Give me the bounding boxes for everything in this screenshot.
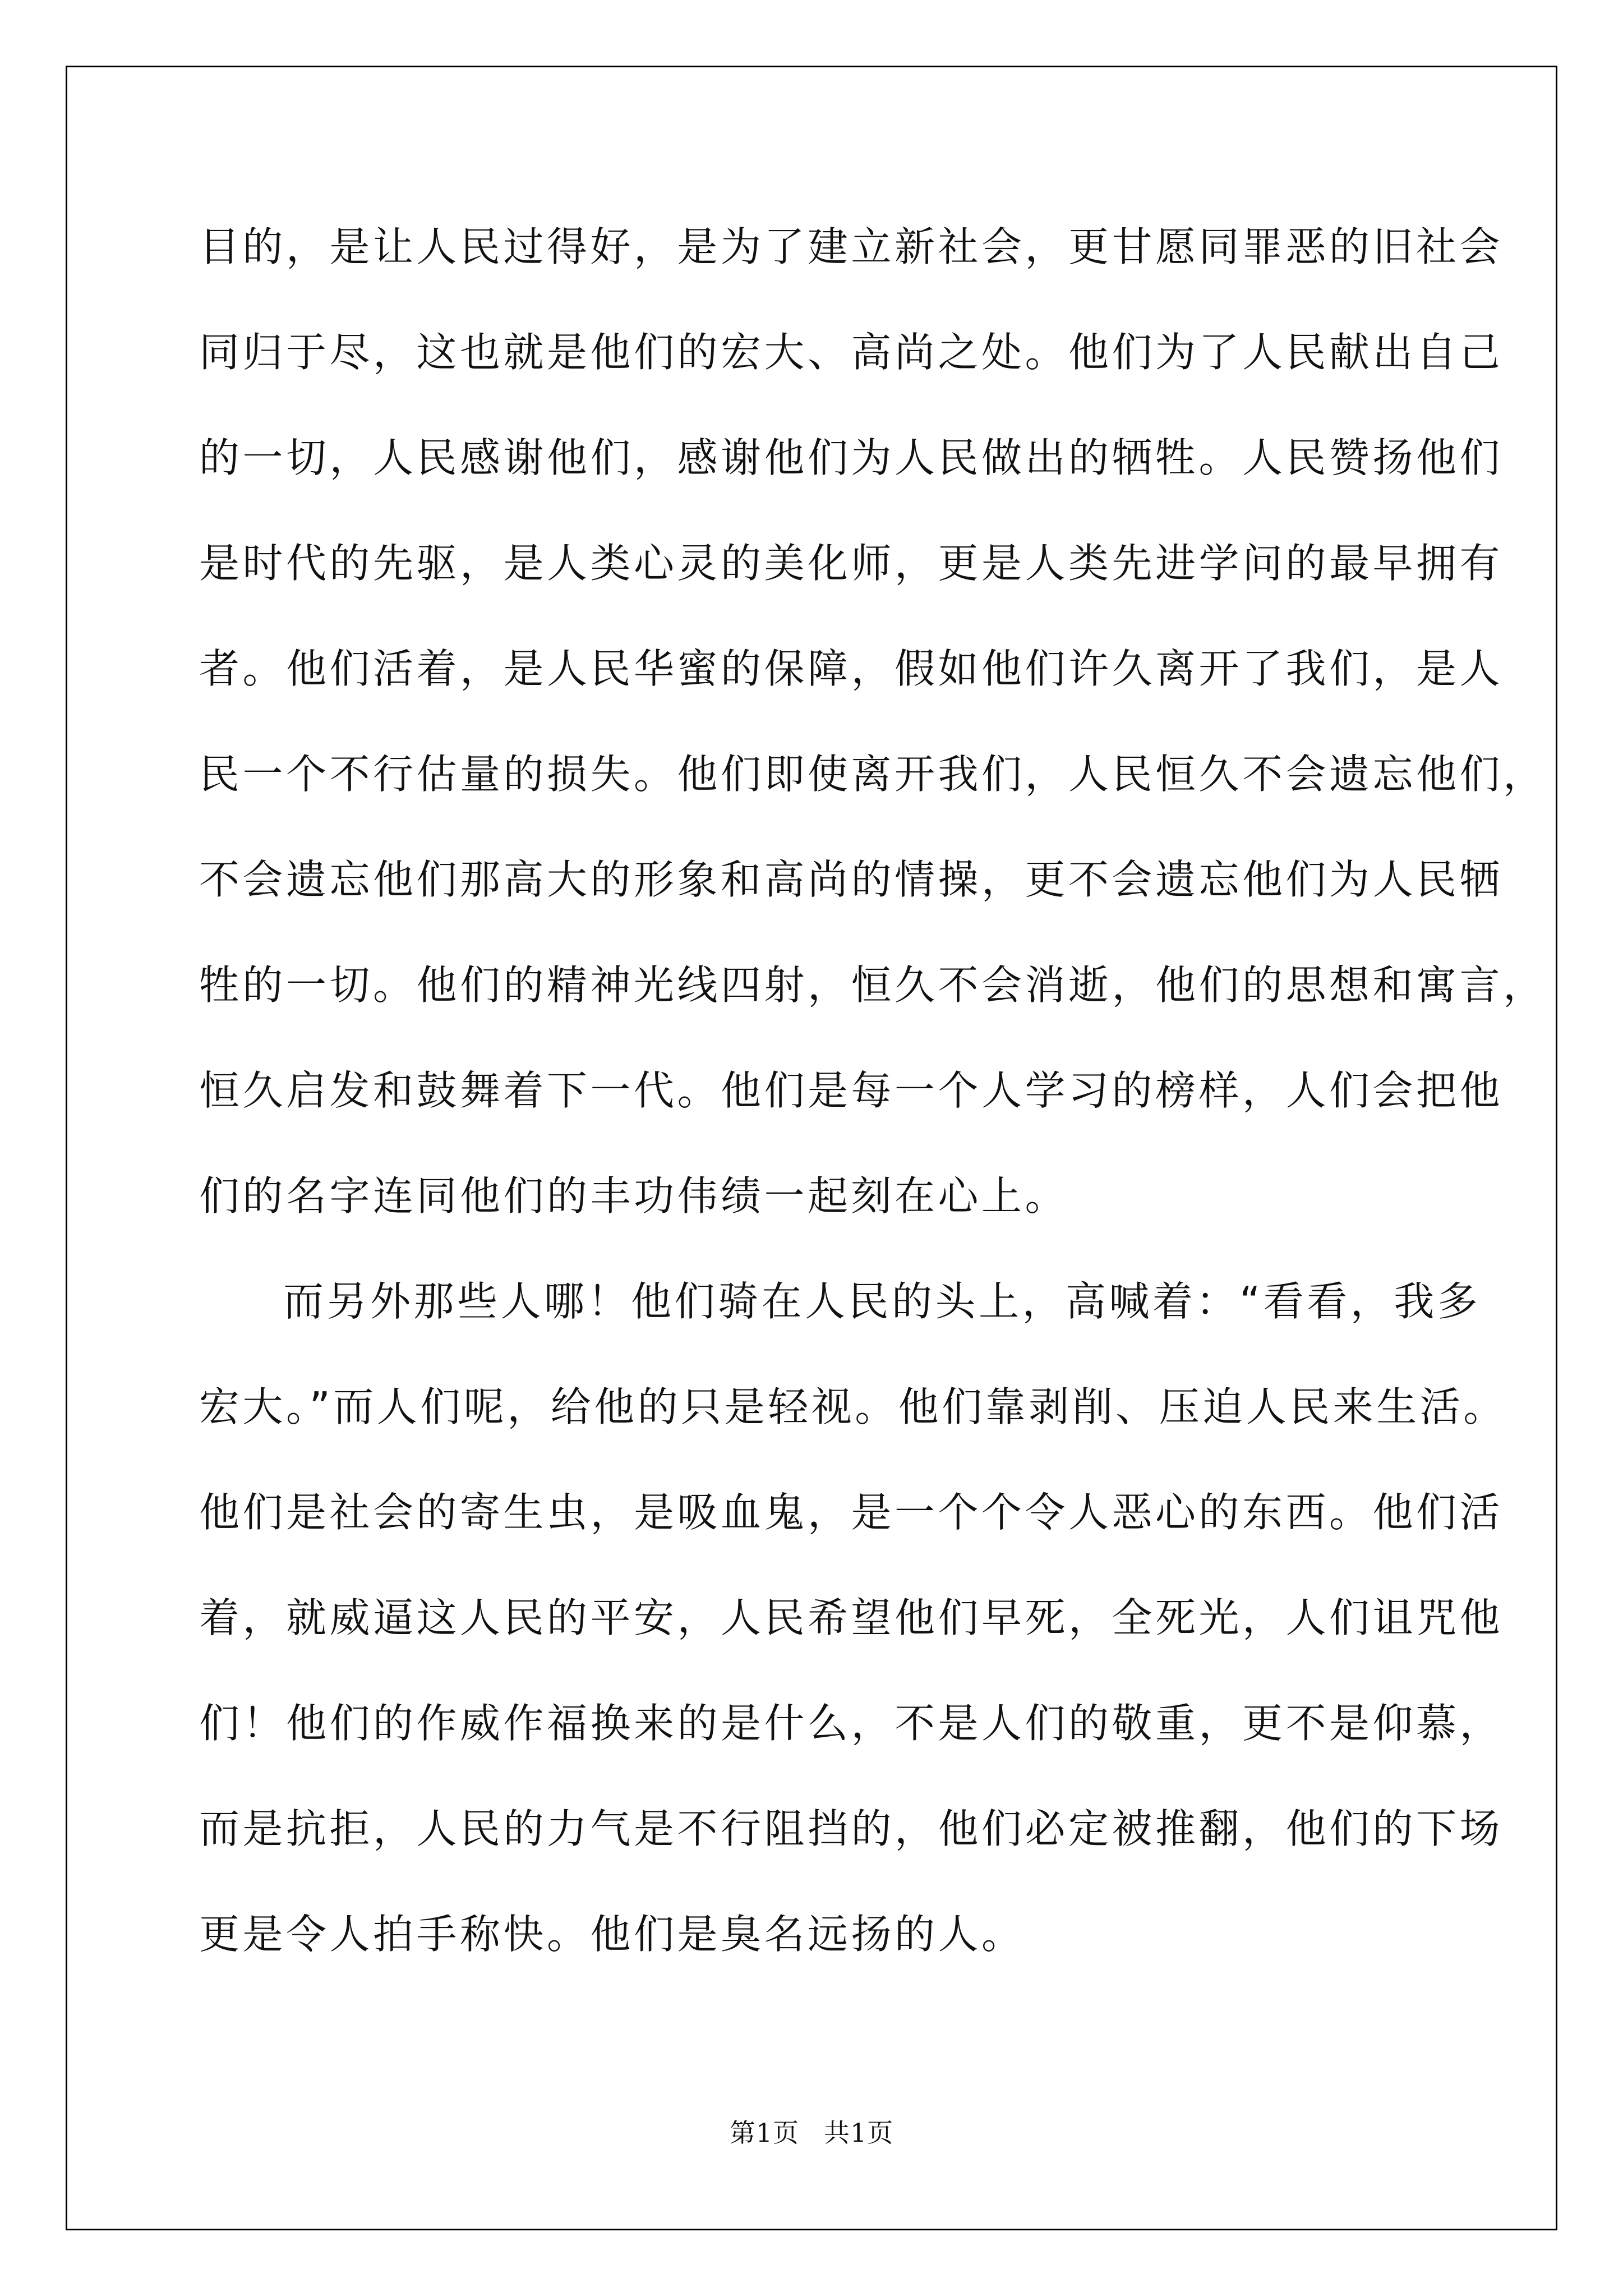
text-line: 恒久启发和鼓舞着下一代。他们是每一个人学习的榜样，人们会把他	[199, 1067, 1504, 1114]
text-line: 目的，是让人民过得好，是为了建立新社会，更甘愿同罪恶的旧社会	[199, 223, 1504, 270]
text-line: 们！他们的作威作福换来的是什么，不是人们的敬重，更不是仰慕，	[199, 1700, 1504, 1747]
page-total: 共1页	[824, 2118, 894, 2148]
text-line: 不会遗忘他们那高大的形象和高尚的情操，更不会遗忘他们为人民牺	[199, 856, 1504, 903]
text-line: 们的名字连同他们的丰功伟绩一起刻在心上。	[199, 1172, 1069, 1220]
text-line: 他们是社会的寄生虫，是吸血鬼，是一个个令人恶心的东西。他们活	[199, 1489, 1504, 1536]
text-line: 民一个不行估量的损失。他们即使离开我们，人民恒久不会遗忘他们，	[199, 751, 1547, 798]
text-line: 的一切，人民感谢他们，感谢他们为人民做出的牺牲。人民赞扬他们	[199, 434, 1504, 481]
text-line: 而是抗拒，人民的力气是不行阻挡的，他们必定被推翻，他们的下场	[199, 1805, 1504, 1852]
text-line: 更是令人拍手称快。他们是臭名远扬的人。	[199, 1911, 1025, 1958]
text-line: 是时代的先驱，是人类心灵的美化师，更是人类先进学问的最早拥有	[199, 540, 1504, 587]
page-number: 第1页	[729, 2118, 799, 2148]
text-line: 牲的一切。他们的精神光线四射，恒久不会消逝，他们的思想和寓言，	[199, 961, 1547, 1009]
text-line: 着，就威逼这人民的平安，人民希望他们早死，全死光，人们诅咒他	[199, 1594, 1504, 1641]
text-line: 者。他们活着，是人民华蜜的保障，假如他们许久离开了我们，是人	[199, 645, 1504, 692]
text-line: 宏大。”而人们呢，给他的只是轻视。他们靠剥削、压迫人民来生活。	[199, 1383, 1507, 1430]
text-line: 同归于尽，这也就是他们的宏大、高尚之处。他们为了人民献出自己	[199, 329, 1504, 376]
paragraph-start-line: 而另外那些人哪！他们骑在人民的头上，高喊着：“看看，我多	[283, 1278, 1481, 1325]
page-footer	[0, 2116, 1623, 2150]
